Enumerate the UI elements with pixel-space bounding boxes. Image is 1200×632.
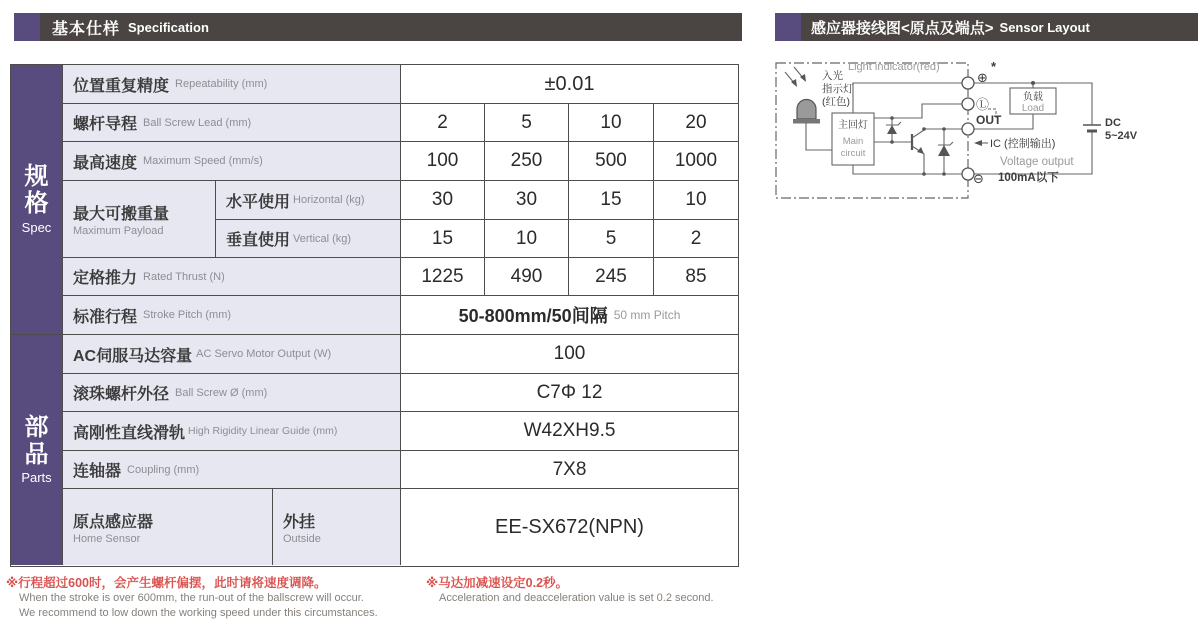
sensor-header-title-en: Sensor Layout <box>999 19 1090 35</box>
section-band-spec <box>11 65 63 335</box>
specification-table <box>10 64 739 567</box>
main-circuit-en2: circuit <box>840 148 866 159</box>
label-en: High Rigidity Linear Guide (mm) <box>188 425 338 437</box>
footnote-en-line2: We recommend to low down the working speed under this circumstances. <box>19 607 378 620</box>
label-zh: 水平使用 <box>226 193 291 211</box>
light-indicator-en-label: Light indicator(red) <box>848 61 940 73</box>
label-en: Ball Screw Ø (mm) <box>175 386 268 399</box>
row-label-guide <box>63 412 401 451</box>
row-label-servo <box>63 335 401 374</box>
label-zh: 原点感应器 <box>73 514 154 531</box>
spec-header-bar <box>14 13 742 41</box>
value-payload-v-1: 15 <box>401 220 485 258</box>
footnote-zh: ※马达加减速设定0.2秒。 <box>426 576 569 590</box>
label-zh: 滚珠螺杆外径 <box>73 386 170 403</box>
load-en: Load <box>1021 103 1045 114</box>
value-payload-v-3: 5 <box>569 220 654 258</box>
value-payload-h-2: 30 <box>485 181 569 220</box>
value-lead-4: 20 <box>654 104 738 142</box>
label-en: Home Sensor <box>73 533 141 545</box>
section-parts-en: Parts <box>21 470 52 486</box>
light-indicator-zh3: (红色) <box>822 96 850 108</box>
value-thrust-4: 85 <box>654 258 738 296</box>
main-circuit-zh: 主回灯 <box>838 120 868 131</box>
ic-output-arrow-icon <box>974 140 988 146</box>
label-zh: 位置重复精度 <box>73 77 170 95</box>
label-zh: 螺杆导程 <box>73 116 138 133</box>
value-payload-h-4: 10 <box>654 181 738 220</box>
label-en: Maximum Speed (mm/s) <box>143 155 263 167</box>
light-indicator-zh2: 指示灯 <box>822 83 854 95</box>
row-label-coupling <box>63 451 401 489</box>
value-payload-h-3: 15 <box>569 181 654 220</box>
load-zh: 负载 <box>1023 92 1043 103</box>
light-indicator-zh1: 入光 <box>822 70 843 82</box>
value-lead-2: 5 <box>485 104 569 142</box>
label-zh: 标准行程 <box>73 308 138 326</box>
value-stroke-zh: 50-800mm/50间隔 <box>458 306 608 326</box>
section-parts-char2: 品 <box>24 440 49 468</box>
label-zh: 外挂 <box>283 514 316 531</box>
value-coupling: 7X8 <box>401 451 738 489</box>
asterisk-mark: * <box>991 59 997 74</box>
header-accent-square <box>775 13 801 41</box>
label-zh: 高刚性直线滑轨 <box>73 424 186 442</box>
label-en: Rated Thrust (N) <box>143 270 225 283</box>
value-stroke-en: 50 mm Pitch <box>613 308 681 322</box>
value-payload-h-1: 30 <box>401 181 485 220</box>
section-spec-en: Spec <box>21 219 52 235</box>
value-speed-1: 100 <box>401 142 485 181</box>
value-home-sensor: EE-SX672(NPN) <box>401 489 738 565</box>
label-en: AC Servo Motor Output (W) <box>196 348 332 360</box>
out-label: OUT <box>976 113 1002 127</box>
row-label-lead <box>63 104 401 142</box>
l-terminal-symbol: Ⓛ <box>976 97 990 112</box>
row-label-sensor-mount <box>273 489 401 565</box>
row-label-stroke <box>63 296 401 335</box>
light-ray-arrows-icon <box>785 67 806 87</box>
value-thrust-1: 1225 <box>401 258 485 296</box>
dc-label: DC <box>1105 117 1121 129</box>
value-speed-2: 250 <box>485 142 569 181</box>
value-repeatability: ±0.01 <box>401 65 738 104</box>
label-zh: 定格推力 <box>73 270 138 287</box>
spec-header-title-zh: 基本仕样 <box>52 20 121 38</box>
label-en: Maximum Payload <box>73 225 164 237</box>
plus-terminal-symbol: ⊕ <box>977 70 988 85</box>
header-bar <box>40 13 742 41</box>
label-zh: 垂直使用 <box>226 232 291 249</box>
section-parts-char1: 部 <box>24 413 49 441</box>
value-lead-3: 10 <box>569 104 654 142</box>
value-stroke <box>401 296 738 335</box>
label-en: Outside <box>283 533 321 545</box>
label-zh: 连轴器 <box>73 463 122 480</box>
value-speed-4: 1000 <box>654 142 738 181</box>
footnote-acceleration <box>426 575 756 606</box>
row-label-speed <box>63 142 401 181</box>
label-zh: 最大可搬重量 <box>73 206 170 223</box>
section-spec-char1: 规 <box>24 163 49 191</box>
value-screw-od: C7Φ 12 <box>401 374 738 412</box>
section-band-parts <box>11 335 63 565</box>
label-en: Vertical (kg) <box>293 232 352 245</box>
row-label-payload-horizontal <box>216 181 401 220</box>
value-servo: 100 <box>401 335 738 374</box>
value-speed-3: 500 <box>569 142 654 181</box>
section-spec-char2: 格 <box>24 190 49 217</box>
sensor-wiring-diagram <box>772 55 1142 210</box>
main-circuit-en1: Main <box>842 136 864 147</box>
row-label-payload-vertical <box>216 220 401 258</box>
value-lead-1: 2 <box>401 104 485 142</box>
header-bar <box>801 13 1198 41</box>
row-label-thrust <box>63 258 401 296</box>
header-accent-square <box>14 13 40 41</box>
sensor-header-bar <box>775 13 1198 41</box>
row-label-screw-od <box>63 374 401 412</box>
voltage-output-label: Voltage output <box>1000 156 1074 168</box>
row-label-payload <box>63 181 216 258</box>
label-en: Ball Screw Lead (mm) <box>143 116 252 129</box>
label-en: Repeatability (mm) <box>175 78 268 90</box>
footnote-zh: ※行程超过600时，会产生螺杆偏摆，此时请将速度调降。 <box>6 576 327 590</box>
value-guide: W42XH9.5 <box>401 412 738 451</box>
row-label-home-sensor <box>63 489 273 565</box>
label-zh: AC伺服马达容量 <box>73 347 193 365</box>
value-thrust-2: 490 <box>485 258 569 296</box>
ic-label: IC (控制输出) <box>990 138 1056 150</box>
label-en: Coupling (mm) <box>127 463 200 476</box>
value-payload-v-4: 2 <box>654 220 738 258</box>
label-en: Stroke Pitch (mm) <box>143 309 232 321</box>
footnote-en-line1: Acceleration and deacceleration value is set 0.2 second. <box>439 592 714 605</box>
dc-voltage-label: 5~24V <box>1105 130 1138 142</box>
row-label-repeatability <box>63 65 401 104</box>
footnote-stroke-warning <box>6 575 416 622</box>
sensor-header-title-zh: 感应器接线图<原点及端点> <box>811 19 994 37</box>
label-zh: 最高速度 <box>73 154 138 172</box>
minus-terminal-symbol: ⊖ <box>973 171 984 186</box>
value-thrust-3: 245 <box>569 258 654 296</box>
label-en: Horizontal (kg) <box>293 194 365 206</box>
current-limit-label: 100mA以下 <box>998 172 1059 184</box>
spec-header-title-en: Specification <box>128 19 209 35</box>
value-payload-v-2: 10 <box>485 220 569 258</box>
footnote-en-line1: When the stroke is over 600mm, the run-out of the ballscrew will occur. <box>19 592 364 605</box>
